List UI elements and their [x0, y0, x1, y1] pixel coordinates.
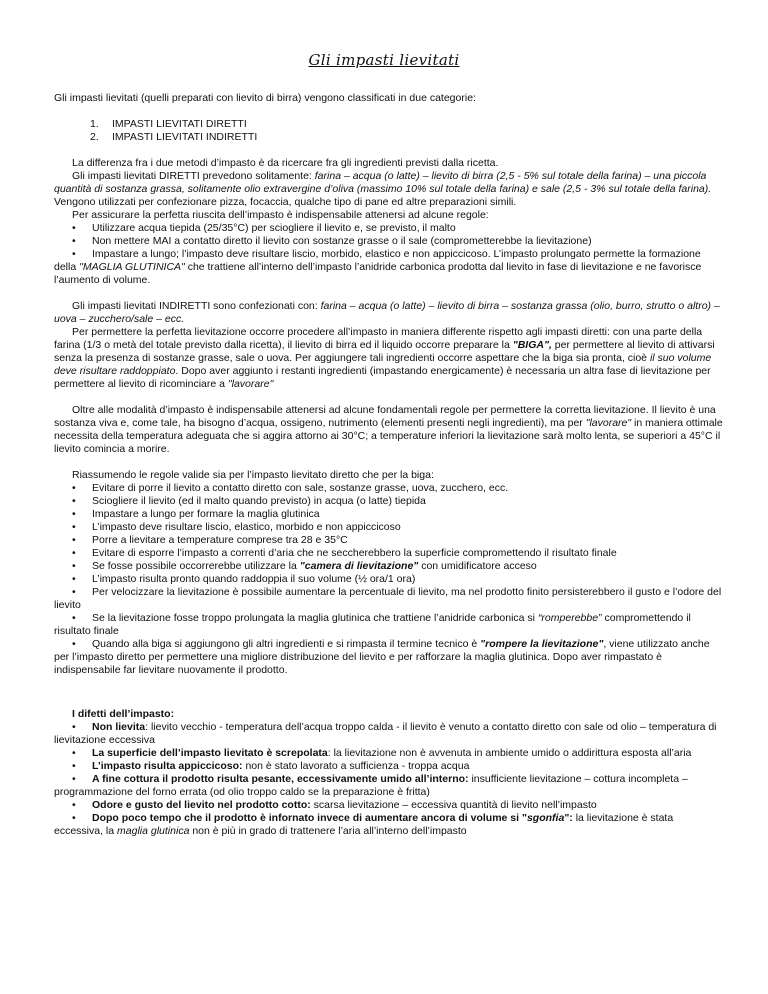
bullet-icon: • — [72, 747, 76, 759]
bullet-icon: • — [72, 586, 76, 598]
defect-item-4-cont: programmazione del forno errata (od olio troppo caldo se la preparazione è fritta) — [54, 786, 430, 798]
yeast-paragraph-l4: lievito comincia a morire. — [54, 443, 170, 455]
bullet-icon: • — [72, 638, 76, 650]
summary-item-2: • Sciogliere il lievito (ed il malto quando previsto) in acqua (o latte) tiepida — [72, 495, 426, 507]
summary-item-9-cont: lievito — [54, 599, 81, 611]
summary-item-8: • L’impasto risulta pronto quando raddoppia il suo volume (½ ora/1 ora) — [72, 573, 416, 585]
bullet-icon: • — [72, 773, 76, 785]
bullet-icon: • — [72, 222, 76, 234]
summary-item-9: • Per velocizzare la lievitazione è possibile aumentare la percentuale di lievito, ma nel prodotto finito persisterebbero il gusto e l’odore del — [72, 586, 722, 598]
bullet-icon: • — [72, 560, 76, 572]
summary-item-11-cont: per l’impasto diretto per permettere una migliore distribuzione del lievito e per rafforzare la maglia glutinica. Dopo aver rimpastato è — [54, 651, 662, 663]
direct-paragraph-line2: quantità di sostanza grassa, solitamente olio extravergine d’oliva (massimo 10% sul totale della farina) e sale (2,5 - 3% sul totale della farina). — [54, 183, 712, 195]
summary-item-10: • Se la lievitazione fosse troppo prolungata la maglia glutinica che trattiene l’anidride carbonica si “romperebbe” compromettendo il — [72, 612, 691, 624]
biga-paragraph-l2: farina (1/3 o metà del totale previsto dalla ricetta), il lievito di birra ed il liquido occorre preparare la "BIGA", per permettere al lievito di attivarsi — [54, 339, 715, 351]
biga-paragraph-l4: deve risultare raddoppiato. Dopo aver aggiunto i restanti ingredienti (impastando energicamente) è necessaria un altra fase di lievitazione per — [54, 365, 711, 377]
summary-item-4: • L’impasto deve risultare liscio, elastico, morbido e non appiccicoso — [72, 521, 401, 533]
yeast-paragraph-l1: Oltre alle modalità d’impasto è indispensabile attenersi ad alcune fondamentali regole per permettere la corretta lievitazione. Il lievito è una — [72, 404, 716, 416]
bullet-icon: • — [72, 248, 76, 260]
bullet-icon: • — [72, 799, 76, 811]
category-item-1: 1. IMPASTI LIEVITATI DIRETTI — [90, 118, 247, 130]
direct-paragraph-line3: Vengono utilizzati per confezionare pizza, focaccia, qualche tipo di pane ed altre preparazioni simili. — [54, 196, 517, 208]
bullet-icon: • — [72, 534, 76, 546]
defect-item-6: • Dopo poco tempo che il prodotto è infornato invece di aumentare ancora di volume si "sgonfia": la lievitazione è stata — [72, 812, 674, 824]
bullet-icon: • — [72, 721, 76, 733]
summary-item-11: • Quando alla biga si aggiungono gli altri ingredienti e si rimpasta il termine tecnico è "rompere la lievitazione", viene utilizzato anche — [72, 638, 710, 650]
difference-paragraph: La differenza fra i due metodi d’impasto è da ricercare fra gli ingredienti previsti dalla ricetta. — [72, 157, 499, 169]
defect-item-3: • L’impasto risulta appiccicoso: non è stato lavorato a sufficienza - troppa acqua — [72, 760, 470, 772]
defects-heading: I difetti dell’impasto: — [72, 708, 175, 720]
defect-item-5: • Odore e gusto del lievito nel prodotto cotto: scarsa lievitazione – eccessiva quantità di lievito nell’impasto — [72, 799, 597, 811]
biga-paragraph-l5: permettere al lievito di ricominciare a "lavorare" — [54, 378, 274, 390]
bullet-icon: • — [72, 812, 76, 824]
rule-item-3: • Impastare a lungo; l’impasto deve risultare liscio, morbido, elastico e non appiccicoso. L’impasto prolungato permette la formazione — [72, 248, 701, 260]
summary-intro: Riassumendo le regole valide sia per l’impasto lievitato diretto che per la biga: — [72, 469, 434, 481]
bullet-icon: • — [72, 508, 76, 520]
summary-item-1: • Evitare di porre il lievito a contatto diretto con sale, sostanze grasse, uova, zucchero, ecc. — [72, 482, 509, 494]
rule-item-3-cont: della "MAGLIA GLUTINICA" che trattiene all’interno dell’impasto l’anidride carbonica prodotta dal lievito in fase di lievitazione e ne favorisce — [54, 261, 702, 273]
category-item-2: 2. IMPASTI LIEVITATI INDIRETTI — [90, 131, 258, 143]
bullet-icon: • — [72, 482, 76, 494]
summary-item-6: • Evitare di esporre l’impasto a correnti d’aria che ne seccherebbero la superficie compromettendo il risultato finale — [72, 547, 617, 559]
yeast-paragraph-l2: sostanza viva e, come tale, ha bisogno d’acqua, ossigeno, nutrimento (elementi presenti negli ingredienti), ma per "lavorare" in maniera ottimale — [54, 417, 723, 429]
rule-item-3-cont2: l’aumento di volume. — [54, 274, 151, 286]
defect-item-4: • A fine cottura il prodotto risulta pesante, eccessivamente umido all’interno: insufficiente lievitazione – cottura incompleta – — [72, 773, 688, 785]
intro-paragraph: Gli impasti lievitati (quelli preparati con lievito di birra) vengono classificati in due categorie: — [54, 92, 476, 104]
rule-item-1: • Utilizzare acqua tiepida (25/35°C) per sciogliere il lievito e, se previsto, il malto — [72, 222, 456, 234]
bullet-icon: • — [72, 547, 76, 559]
direct-paragraph: Gli impasti lievitati DIRETTI prevedono solitamente: farina – acqua (o latte) – lievito di birra (2,5 - 5% sul totale della farina) – una piccola — [72, 170, 707, 182]
defect-item-2: • La superficie dell’impasto lievitato è screpolata: la lievitazione non è avvenuta in ambiente umido o addirittura esposta all’aria — [72, 747, 692, 759]
defect-item-1-cont: lievitazione eccessiva — [54, 734, 155, 746]
indirect-paragraph: Gli impasti lievitati INDIRETTI sono confezionati con: farina – acqua (o latte) – lievito di birra – sostanza grassa (olio, burro, strutto o altro) – — [72, 300, 720, 312]
bullet-icon: • — [72, 573, 76, 585]
defect-item-6-cont: eccessiva, la maglia glutinica non è più in grado di trattenere l’aria all’interno dell’impasto — [54, 825, 467, 837]
biga-paragraph-l3: senza la presenza di sostanze grasse, sale o uova. Per aggiungere tali ingredienti occorre aspettare che la biga sia pronta, cioè il suo volume — [54, 352, 712, 364]
bullet-icon: • — [72, 235, 76, 247]
summary-item-11-cont2: indispensabile far lievitare nuovamente il prodotto. — [54, 664, 288, 676]
bullet-icon: • — [72, 521, 76, 533]
bullet-icon: • — [72, 495, 76, 507]
summary-item-7: • Se fosse possibile occorrerebbe utilizzare la "camera di lievitazione" con umidificatore acceso — [72, 560, 537, 572]
defect-item-1: • Non lievita: lievito vecchio - temperatura dell’acqua troppo calda - il lievito è venuto a contatto diretto con sale od olio – temperatura di — [72, 721, 717, 733]
rules-intro: Per assicurare la perfetta riuscita dell’impasto è indispensabile attenersi ad alcune regole: — [72, 209, 489, 221]
page-title: Gli impasti lievitati — [308, 51, 460, 69]
yeast-paragraph-l3: necessita della temperatura adeguata che si aggira attorno ai 30°C; a temperature inferiori la lievitazione sarà molto lenta, se superiori a 45°C il — [54, 430, 721, 442]
summary-item-3: • Impastare a lungo per formare la maglia glutinica — [72, 508, 320, 520]
indirect-paragraph-line2: uova – zucchero/sale – ecc. — [54, 313, 185, 325]
biga-paragraph-l1: Per permettere la perfetta lievitazione occorre procedere all’impasto in maniera differente rispetto agli impasti diretti: con una parte della — [72, 326, 703, 338]
summary-item-10-cont: risultato finale — [54, 625, 119, 637]
bullet-icon: • — [72, 612, 76, 624]
rule-item-2: • Non mettere MAI a contatto diretto il lievito con sostanze grasse o il sale (comprometterebbe la lievitazione) — [72, 235, 592, 247]
bullet-icon: • — [72, 760, 76, 772]
summary-item-5: • Porre a lievitare a temperature comprese tra 28 e 35°C — [72, 534, 348, 546]
